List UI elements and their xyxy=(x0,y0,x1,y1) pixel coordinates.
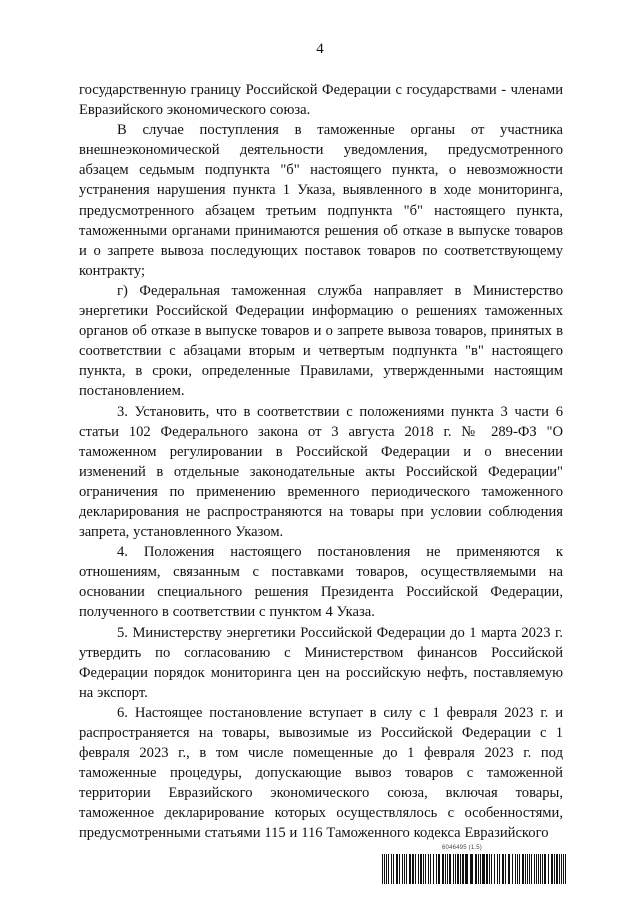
paragraph-continuation: государственную границу Российской Федерации с государствами - членами Евразийского экономического союза. xyxy=(79,82,563,119)
paragraph-subitem-g: г) Федеральная таможенная служба направляет в Министерство энергетики Российской Федерации информацию о решениях таможенных органов об отказе в выпуске товаров и о запрете вывоза товаров, принятых в соответствии с абзацами вторым и четвертым подпункта "в" настоящего пункта, в сроки, определенные Правилами, утвержденными настоящим постановлением. xyxy=(79,282,563,400)
document-body xyxy=(79,80,563,844)
paragraph-item-4: 4. Положения настоящего постановления не применяются к отношениям, связанным с поставками товаров, осуществляемыми на основании специального решения Президента Российской Федерации, полученного в соответствии с пунктом 4 Указа. xyxy=(79,544,563,621)
barcode-icon xyxy=(382,854,567,884)
paragraph-notification: В случае поступления в таможенные органы от участника внешнеэкономической деятельности уведомления, предусмотренного абзацем седьмым подпункта "б" настоящего пункта, о невозможности устранения нарушения пункта 1 Указа, выявленного в ходе мониторинга, предусмотренного абзацем третьим подпункта "б" настоящего пункта, таможенными органами принимаются решения об отказе в выпуске товаров и о запрете вывоза последующих поставок товаров по соответствующему контракту; xyxy=(79,122,563,279)
page-number: 4 xyxy=(316,41,324,57)
document-barcode xyxy=(382,845,567,884)
paragraph-item-5: 5. Министерству энергетики Российской Федерации до 1 марта 2023 г. утвердить по согласованию с Министерством финансов Российской Федерации порядок мониторинга цен на российскую нефть, поставляемую на экспорт. xyxy=(79,624,563,701)
barcode-code-label: 6046495 (1.5) xyxy=(442,845,482,851)
paragraph-item-6: 6. Настоящее постановление вступает в силу с 1 февраля 2023 г. и распространяется на товары, вывозимые из Российской Федерации с 1 февраля 2023 г., в том числе помещенные до 1 февраля 2023 г. под таможенные процедуры, допускающие вывоз товаров с таможенной территории Евразийского экономического союза, включая товары, таможенное декларирование которых осуществлялось с особенностями, предусмотренными статьями 115 и 116 Таможенного кодекса Евразийского xyxy=(79,704,563,842)
paragraph-item-3: 3. Установить, что в соответствии с положениями пункта 3 части 6 статьи 102 Федерального закона от 3 августа 2018 г. № 289-ФЗ "О таможенном регулировании в Российской Федерации и о внесении изменений в отдельные законодательные акты Российской Федерации" ограничения по применению временного периодического таможенного декларирования не распространяются на товары при условии соблюдения запрета, установленного Указом. xyxy=(79,403,563,541)
